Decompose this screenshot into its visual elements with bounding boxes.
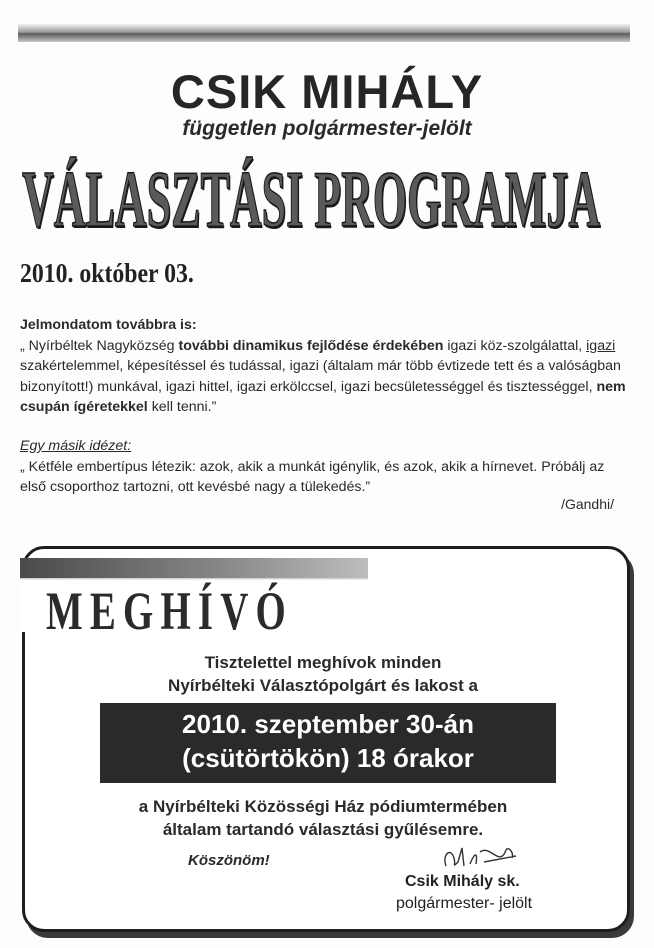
signer-name: Csik Mihály sk. [405, 873, 520, 890]
motto-text [20, 336, 632, 418]
quote-text: „ Kétféle embertípus létezik: azok, akik a munkát igénylik, és azok, akik a hírnevet. Próbálj az első csoporthoz tartozni, ott kevésbé nagy a tülekedés.” [20, 458, 605, 495]
candidate-name: CSIK MIHÁLY [170, 65, 484, 118]
candidate-subtitle: független polgármester-jelölt [182, 117, 472, 140]
motto-heading: Jelmondatom továbbra is: [20, 317, 197, 333]
invitation-line: Tisztelettel meghívok minden [204, 653, 442, 672]
invitation-banner-stripe [20, 558, 368, 578]
motto-seg: szakértelemmel, képesítéssel és tudással, igazi (általam már több évtizede tett és a valóságban bizonyított!) munkával, igazi hittel, igazi erkölccsel, igazi becsületességgel és tisztességgel, [20, 358, 621, 395]
quote-paragraph [20, 436, 632, 498]
thanks-text: Köszönöm! [188, 852, 270, 869]
motto-bold: nem csupán ígéretekkel [20, 378, 626, 415]
handwritten-signature [440, 838, 520, 874]
motto-bold: további dinamikus fejlődése érdekében [178, 337, 444, 354]
motto-paragraph [20, 315, 632, 418]
quote-author: /Gandhi/ [561, 496, 614, 512]
signer-role: polgármester- jelölt [396, 895, 533, 912]
quote-heading: Egy másik idézet: [20, 438, 132, 454]
motto-seg: „ Nyírbéltek Nagyközség [20, 337, 179, 354]
invitation-banner-title: MEGHÍVÓ [46, 581, 293, 641]
program-date: 2010. október 03. [20, 258, 194, 288]
program-title: VÁLASZTÁSI PROGRAMJA [22, 156, 601, 244]
motto-seg: igazi köz-szolgálattal, [443, 337, 587, 354]
header-decor-bar [18, 24, 630, 42]
invitation-line: Nyírbélteki Választópolgárt és lakost a [168, 676, 478, 695]
event-datetime-box [100, 703, 556, 783]
invitation-purpose: általam tartandó választási gyűlésemre. [162, 820, 484, 839]
event-time: (csütörtökön) 18 órakor [182, 743, 474, 773]
motto-underlined: igazi [586, 337, 616, 354]
invitation-venue: a Nyírbélteki Közösségi Ház pódiumtermében [138, 797, 508, 816]
event-date: 2010. szeptember 30-án [182, 709, 474, 739]
motto-seg: kell tenni.” [147, 399, 217, 415]
